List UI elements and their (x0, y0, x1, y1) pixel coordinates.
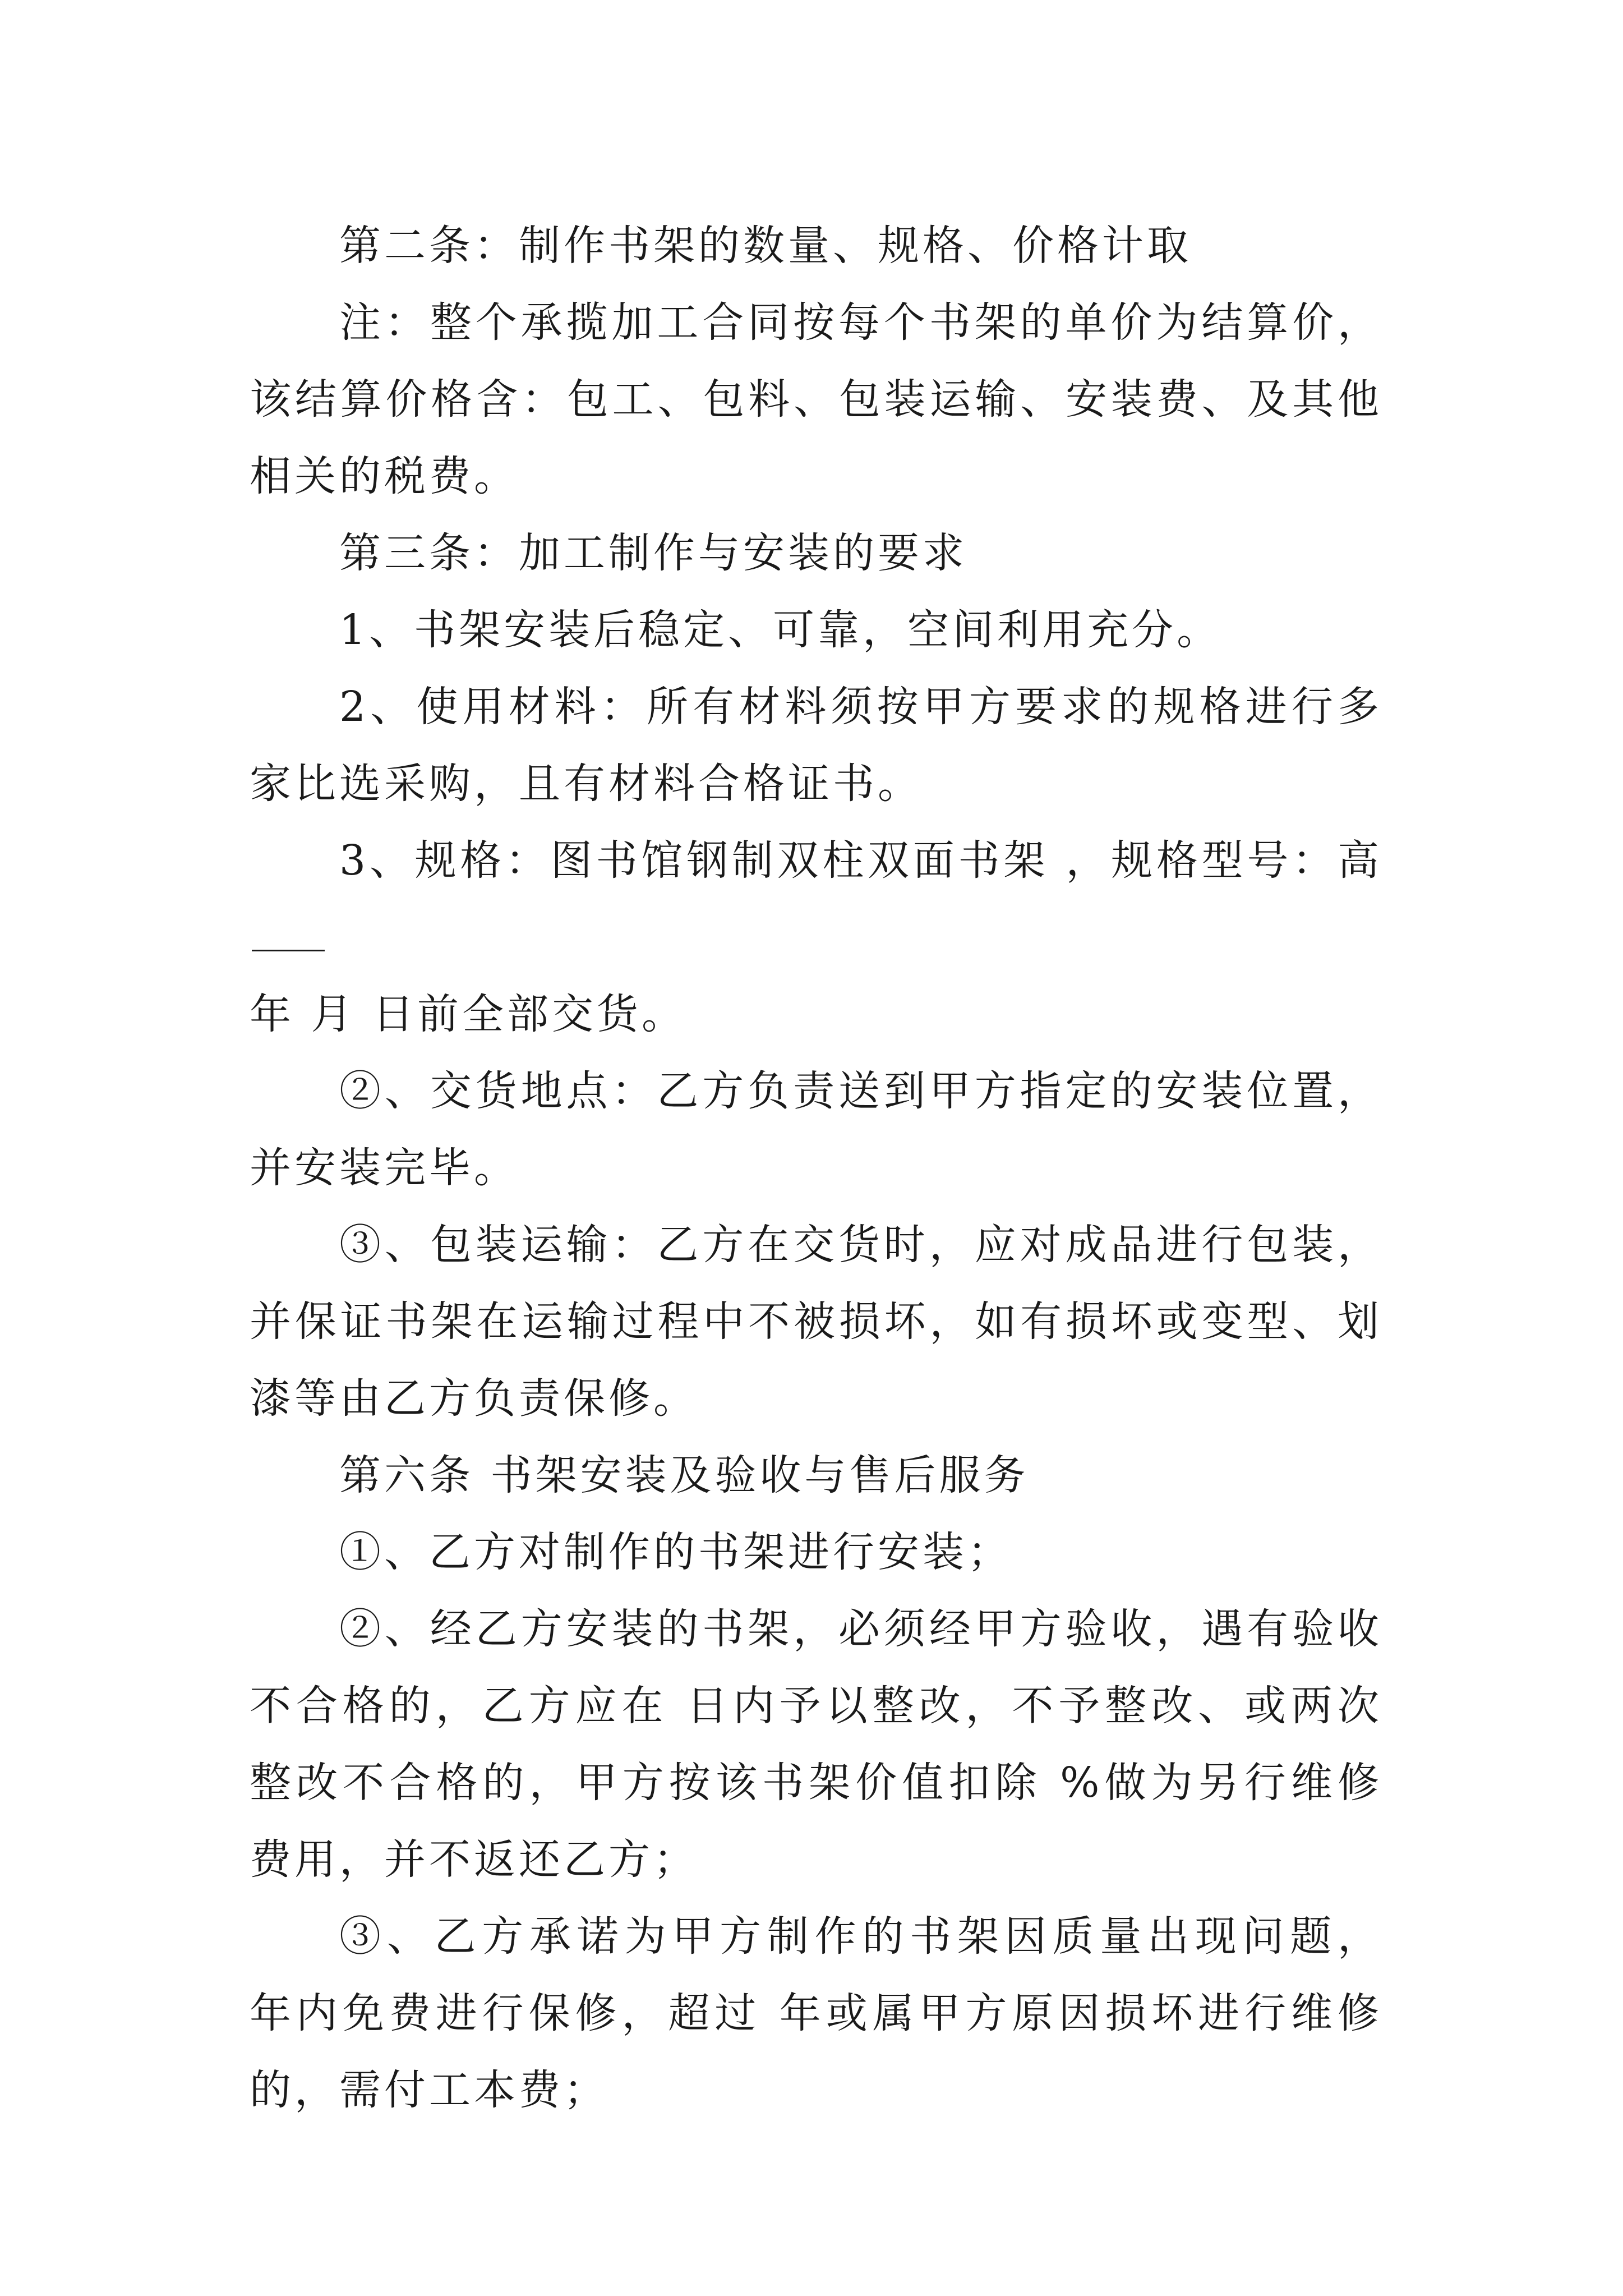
article-2-heading: 第二条：制作书架的数量、规格、价格计取 (339, 222, 1192, 270)
requirement-2: 2、使用材料：所有材料须按甲方要求的规格进行多家比选采购，且有材料合格证书。 (250, 683, 1382, 808)
document-body (250, 208, 1382, 2129)
delivery-date-line: 年 月 日前全部交货。 (250, 990, 687, 1038)
delivery-location: ②、交货地点：乙方负责送到甲方指定的安装位置，并安装完毕。 (250, 1067, 1382, 1192)
article-6-heading: 第六条 书架安装及验收与售后服务 (339, 1451, 1029, 1499)
requirement-1: 1、书架安装后稳定、可靠，空间利用充分。 (339, 606, 1222, 654)
pricing-note: 注：整个承揽加工合同按每个书架的单价为结算价，该结算价格含：包工、包料、包装运输、安装费、及其他相关的税费。 (250, 298, 1382, 500)
service-item-1: ①、乙方对制作的书架进行安装； (339, 1528, 1012, 1576)
requirement-3 (250, 822, 1382, 976)
requirement-3-text: 3、规格：图书馆钢制双柱双面书架 ，规格型号：高 (339, 836, 1382, 885)
fill-in-blank-line (252, 910, 325, 951)
service-item-2: ②、经乙方安装的书架，必须经甲方验收，遇有验收不合格的，乙方应在 日内予以整改，不予整改、或两次整改不合格的，甲方按该书架价值扣除 %做为另行维修费用，并不返还乙方； (250, 1605, 1382, 1884)
article-3-heading: 第三条：加工制作与安装的要求 (339, 529, 967, 577)
packaging-transport: ③、包装运输：乙方在交货时，应对成品进行包装，并保证书架在运输过程中不被损坏，如有损坏或变型、划漆等由乙方负责保修。 (250, 1221, 1382, 1423)
service-item-3: ③、乙方承诺为甲方制作的书架因质量出现问题， 年内免费进行保修，超过 年或属甲方原因损坏进行维修的，需付工本费； (250, 1912, 1382, 2114)
